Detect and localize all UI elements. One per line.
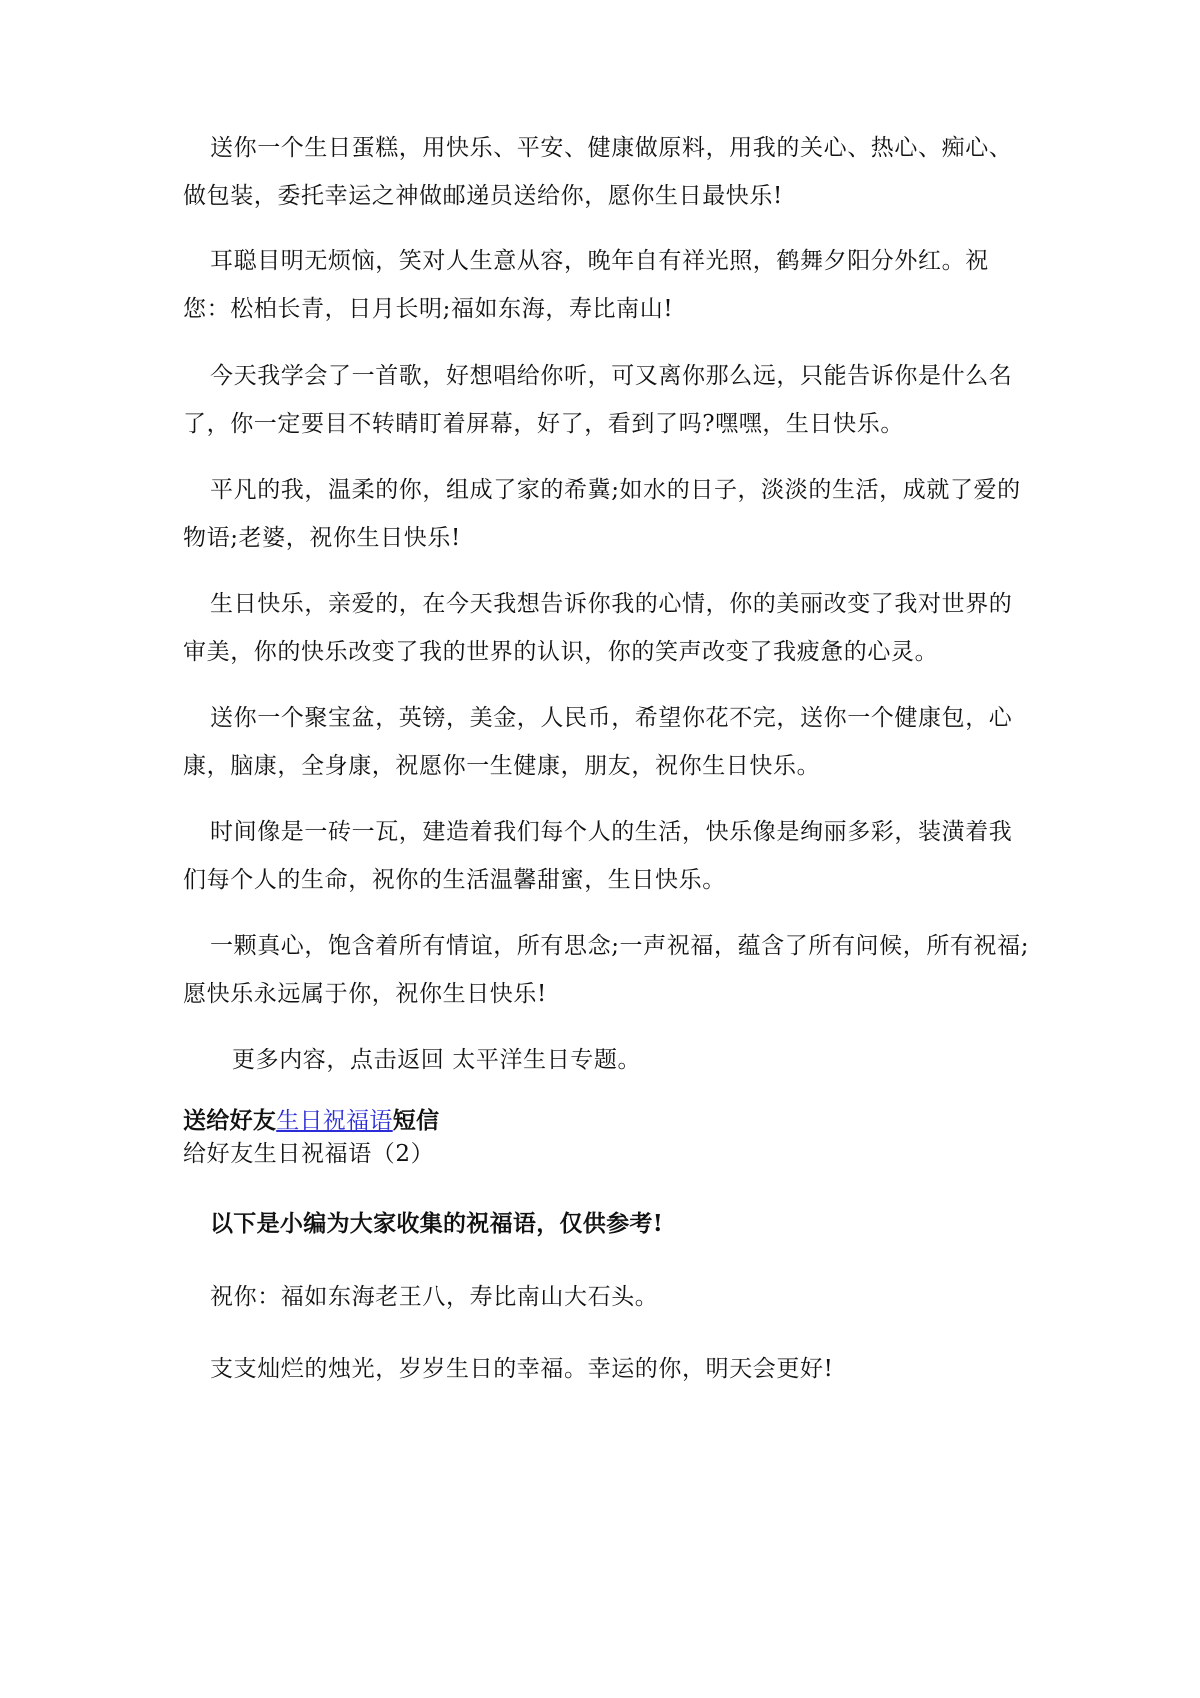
heading-suffix: 短信 bbox=[392, 1107, 440, 1134]
paragraph: 一颗真心，饱含着所有情谊，所有思念;一声祝福，蕴含了所有问候，所有祝福;愿快乐永远属于你，祝你生日快乐! bbox=[183, 933, 1030, 1007]
paragraph: 送你一个生日蛋糕，用快乐、平安、健康做原料，用我的关心、热心、痴心、做包装，委托幸运之神做邮递员送给你，愿你生日最快乐! bbox=[183, 135, 1013, 209]
blessing-line: 祝你：福如东海老王八，寿比南山大石头。 bbox=[210, 1284, 659, 1310]
section-subheading: 给好友生日祝福语（2） bbox=[183, 1141, 435, 1167]
section-heading bbox=[183, 1106, 439, 1136]
paragraph: 送你一个聚宝盆，英镑，美金，人民币，希望你花不完，送你一个健康包，心康，脑康，全身康，祝愿你一生健康，朋友，祝你生日快乐。 bbox=[183, 705, 1013, 779]
heading-prefix: 送给好友 bbox=[183, 1107, 277, 1134]
more-content-link[interactable]: 更多内容，点击返回 太平洋生日专题。 bbox=[232, 1047, 642, 1073]
paragraph: 生日快乐，亲爱的，在今天我想告诉你我的心情，你的美丽改变了我对世界的审美，你的快乐改变了我的世界的认识，你的笑声改变了我疲惫的心灵。 bbox=[183, 591, 1013, 665]
paragraph: 平凡的我，温柔的你，组成了家的希冀;如水的日子，淡淡的生活，成就了爱的物语;老婆，祝你生日快乐! bbox=[183, 477, 1021, 551]
paragraph: 时间像是一砖一瓦，建造着我们每个人的生活，快乐像是绚丽多彩，装潢着我们每个人的生命，祝你的生活温馨甜蜜，生日快乐。 bbox=[183, 819, 1013, 893]
paragraph: 耳聪目明无烦恼，笑对人生意从容，晚年自有祥光照，鹤舞夕阳分外红。祝您：松柏长青，日月长明;福如东海，寿比南山! bbox=[183, 248, 989, 322]
heading-link[interactable]: 生日祝福语 bbox=[276, 1108, 393, 1134]
blessing-line: 支支灿烂的烛光，岁岁生日的幸福。幸运的你，明天会更好! bbox=[210, 1356, 834, 1382]
intro-text: 以下是小编为大家收集的祝福语，仅供参考! bbox=[210, 1210, 664, 1237]
paragraph: 今天我学会了一首歌，好想唱给你听，可又离你那么远，只能告诉你是什么名了，你一定要目不转睛盯着屏幕，好了，看到了吗?嘿嘿，生日快乐。 bbox=[183, 363, 1013, 437]
